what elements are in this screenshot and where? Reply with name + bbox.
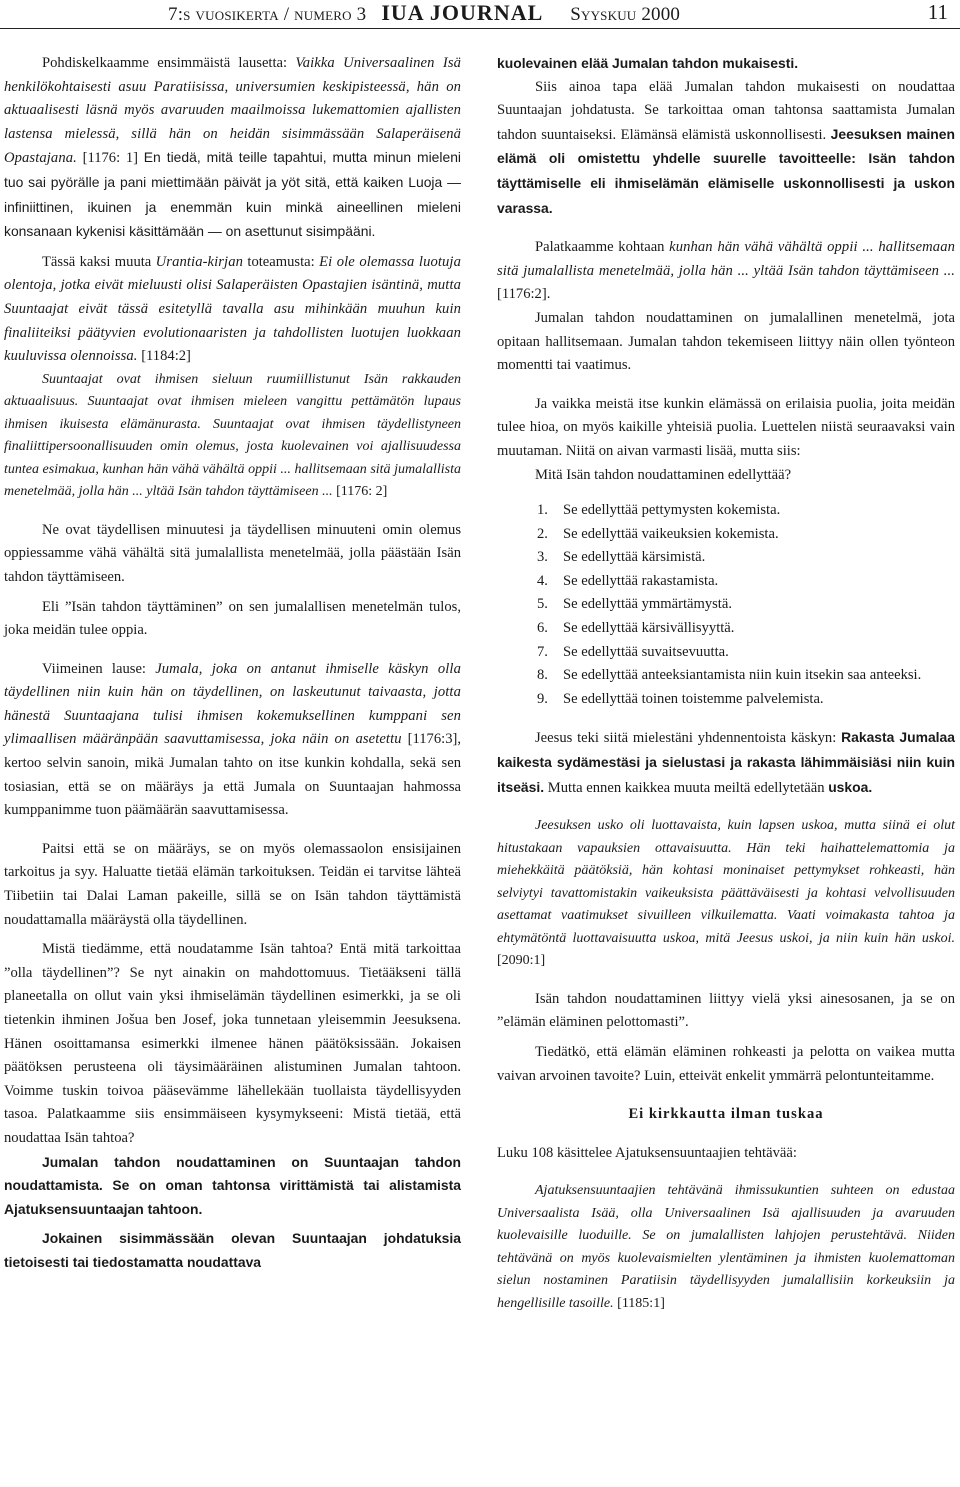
quote-paragraph (4, 369, 461, 504)
volume-issue: 7:s vuosikerta / numero 3 (168, 4, 367, 25)
list-number: 2. (537, 525, 548, 542)
quote-text: Ei ole olemassa luotuja olentoja, jotka eivät mieluusti olisi Salaperäisten Opastajien isäntinä, mutta Suuntaajat eivät tässä esitetyllä tavalla asu mihinkään muuhun kuin finaliiteiksi päätyvien evolutionaaristen ja tahdollisten luotujen luokkaan kuuluvissa olennoissa. (4, 253, 461, 365)
paragraph (4, 52, 461, 245)
list-text: Se edellyttää rakastamista. (563, 572, 719, 589)
text: Viimeinen lause: (42, 660, 156, 677)
list-number: 9. (537, 690, 548, 707)
list-text: Se edellyttää suvaitsevuutta. (563, 643, 729, 660)
text: [1176:3], kertoo selvin sanoin, mikä Jumalan tahto on itse kunkin kohdalla, sekä sen tosiasian, että se on määräys ja että Jumala on Suuntaajan hahmossa kumppanimme tuon päämäärän saavuttamisessa. (4, 731, 461, 819)
list-text: Se edellyttää ymmärtämystä. (563, 596, 732, 613)
text: Pohdiskelkaamme ensimmäistä lausetta: (42, 55, 296, 71)
list-text: Se edellyttää vaikeuksien kokemista. (563, 525, 779, 542)
quote-text: Ajatuksensuuntaajien tehtävänä ihmissukuntien suhteen on edustaa Universaalista Isää, olla Universaalinen Isä ajallisuuden ja avaruuden kuolevaisille luoduille. Se on jumalallisten lahjojen perustehtävä. Niiden tehtävänä on myös kuolevaismielten ylentäminen ja ihmisten kuolemattoman sielun nostaminen Paratiisin täydellisyyden jumalallisiin korkeuksiin ja hengellisille tasoille. (497, 1183, 955, 1311)
list-number: 3. (537, 549, 548, 566)
bold-text: Jeesuksen mainen elämä oli omistettu yhdelle suurelle tavoitteelle: Isän tahdon täyttämiselle eli ihmiselämän elämiselle uskonnollisesti ja uskon varassa. (497, 125, 955, 216)
reference: [1176:2]. (497, 286, 551, 303)
quote-text: kunhan hän vähä vähältä oppii ... hallitsemaan sitä jumalallista menetelmää, jolla hän ... yltää Isän tahdon täyttämiseen ... (497, 239, 955, 279)
header-rule (0, 28, 960, 29)
bold-text: Rakasta Jumalaa kaikesta sydämestäsi ja sielustasi ja rakasta lähimmäisiäsi niin kuin itseäsi. (497, 729, 955, 795)
paragraph (4, 658, 461, 823)
text: Tässä kaksi muuta (42, 253, 156, 270)
right-column (497, 52, 955, 1315)
list-number: 5. (537, 596, 548, 613)
paragraph (497, 236, 955, 307)
left-column (4, 52, 461, 1275)
list-text: Se edellyttää kärsimistä. (563, 549, 706, 566)
list-item (497, 593, 955, 617)
list-number: 4. (537, 572, 548, 589)
text: Siis ainoa tapa elää Jumalan tahdon mukaisesti on noudattaa Suuntaajan johdatusta. Se tarkoittaa oman tahtonsa saattamista Jumalan tahdon suuntaiseksi. Elämänsä elämistä uskonnollisesti. (497, 78, 955, 143)
quote-text: Jumala, joka on antanut ihmiselle käskyn olla täydellinen niin kuin hän on täydellinen, on laskeutunut taivaasta, jotta hänestä Suuntaajana tulisi ihmisen kokemuksellinen kumppani sen ylimaallisen määränpään saavuttamisessa, joka näin on asetettu (4, 660, 461, 748)
requirements-list (497, 499, 955, 711)
quote-paragraph (497, 815, 955, 973)
list-item (497, 688, 955, 712)
section-heading: Ei kirkkautta ilman tuskaa (628, 1106, 824, 1123)
paragraph (497, 76, 955, 222)
paragraph: Tiedätkö, että elämän eläminen rohkeasti ja pelotta on vaikea mutta vaivan arvoinen tavoite? Luin, etteivät enkelit ymmärrä pelontunteitamme. (497, 1043, 955, 1084)
list-text: Se edellyttää anteeksiantamista niin kuin itsekin saa anteeksi. (563, 667, 922, 684)
list-number: 1. (537, 502, 548, 519)
reference: [1176: 2] (332, 484, 388, 500)
paragraph: Jumalan tahdon noudattaminen on jumalallinen menetelmä, jota opitaan hallitsemaan. Jumalan tahdon tekemiseen liittyy näin ollen työnteon momentti tai vaatimus. (497, 309, 955, 374)
bold-paragraph: Jokainen sisimmässään olevan Suuntaajan johdatuksia tietoisesti tai tiedostamatta noudattava (4, 1230, 461, 1270)
list-item (497, 664, 955, 688)
list-text: Se edellyttää toinen toistemme palvelemista. (563, 690, 824, 707)
text: Mutta ennen kaikkea muuta meiltä edellytetään (544, 779, 829, 796)
text: Palatkaamme kohtaan (535, 239, 670, 256)
question: Mitä Isän tahdon noudattaminen edellyttää? (535, 466, 792, 483)
bold-paragraph: kuolevainen elää Jumalan tahdon mukaisesti. (497, 55, 799, 71)
paragraph: Isän tahdon noudattaminen liittyy vielä yksi ainesosanen, ja se on ”elämän eläminen pelottomasti”. (497, 990, 955, 1031)
list-item (497, 570, 955, 594)
list-item (497, 641, 955, 665)
text: Jeesus teki siitä mielestäni yhdennentoista käskyn: (535, 730, 842, 747)
header-left (168, 0, 680, 26)
issue-date: Syyskuu 2000 (570, 4, 681, 25)
paragraph (497, 726, 955, 800)
reference: [1185:1] (613, 1295, 665, 1311)
list-number: 7. (537, 643, 548, 660)
reference: [2090:1] (497, 953, 546, 969)
list-number: 6. (537, 620, 548, 637)
list-item (497, 499, 955, 523)
quote-paragraph (497, 1180, 955, 1315)
sans-text: En tiedä, mitä teille tapahtui, mutta minun mieleni tuo sai pyörälle ja pani miettimään päivät ja yöt sitä, että kaiken Luoja — infiniittinen, ikuinen ja enemmän kuin minkä aineellinen mieleni konsanaan kykenisi käsittämään — on asettunut sisimpääni. (4, 149, 462, 240)
reference: [1184:2] (137, 348, 191, 365)
paragraph: Eli ”Isän tahdon täyttäminen” on sen jumalallisen menetelmän tulos, joka meidän tulee oppia. (4, 598, 461, 639)
quote-text: Suuntaajat ovat ihmisen sieluun ruumiillistunut Isän rakkauden aktuaalisuus. Suuntaajat ovat ihmisen mieleen vangittu pettämätön lupaus ihmisen ikuisesta elämänurasta. Suuntaajat ovat ihmisen täydellistyneen finaliittipersoonallisuuden omin olemus, josta kuolevainen voi ajallisuudessa tuntea esimakua, kunhan hän vähä vähältä oppii ... hallitsemaan sitä jumalallista menetelmää, jolla hän ... yltää Isän tahdon täyttämiseen ... (4, 371, 461, 500)
text: toteamusta: (243, 253, 320, 270)
list-number: 8. (537, 667, 548, 684)
quote-text: Jeesuksen usko oli luottavaista, kuin lapsen uskoa, mutta siinä ei olut hitustakaan vapauksien ottavaisuutta. Hän teki haihattelemattomia ja miehekkäitä päätöksiä, hän kohtasi moninaiset pettymykset rohkeasti, hän selviytyi tavattomistakin vaikeuksista päättäväisesti ja kohtasi velvollisuuden asettamat vaatimukset sivuilleen vilkuilematta. Vaati voimakasta tahtoa ja ehtymätöntä luottavaisuutta uskoa, mitä Jeesus uskoi, ja niin kuin hän uskoi. (497, 818, 955, 946)
journal-title: IUA JOURNAL (381, 0, 544, 25)
list-item (497, 617, 955, 641)
list-item (497, 546, 955, 570)
book-title: Urantia-kirjan (155, 253, 244, 270)
page-number: 11 (927, 0, 948, 24)
list-text: Se edellyttää pettymysten kokemista. (563, 502, 781, 519)
paragraph: Mistä tiedämme, että noudatamme Isän tahtoa? Entä mitä tarkoittaa ”olla täydellinen”? Se nyt ainakin on mahdottomuus. Tietääkseni tällä planeetalla on ollut vain yksi ihmiselämän täydellinen esimerkki, ja se oli tietenkin ihminen Jošua ben Josef, joka tunnetaan yleisemmin Jeesuksena. Hänen osoittamansa esimerkki ilmenee hänen päätöksissään. Jokaisen päätöksen perusteena oli täysimääräinen alistuminen Jumalan tahtoon. Voimme tuskin toivoa pääsevämme lähellekään tuollaista täydellisyyden tasoa. Palatkaamme siis ensimmäiseen kysymykseeni: Mistä tietää, että noudattaa Isän tahtoa? (4, 941, 461, 1146)
paragraph: Luku 108 käsittelee Ajatuksensuuntaajien tehtävää: (497, 1144, 797, 1161)
paragraph: Paitsi että se on määräys, se on myös olemassaolon ensisijainen tarkoitus ja syy. Haluatte tietää elämän tarkoituksen. Teidän ei tarvitse lähteä Tiibetiin tai Dalai Laman pakeille, sillä se on Isän tahdon täyttämistä noudattamalla määräystä olla täydellinen. (4, 840, 461, 928)
bold-text: uskoa. (828, 778, 873, 795)
list-item (497, 523, 955, 547)
paragraph: Ja vaikka meistä itse kunkin elämässä on erilaisia puolia, joita meidän tulee hioa, on myös kaikille yhteisiä puolia. Luettelen niistä seuraavaksi vain muutaman. Niitä on aivan varmasti lisää, mutta siis: (497, 395, 955, 459)
paragraph: Ne ovat täydellisen minuutesi ja täydellisen minuuteni omin olemus oppiessamme vähä vähältä sitä jumalallista menetelmää, jolla päästään Isän tahdon täyttämiseen. (4, 521, 461, 585)
quote-text: Vaikka Universaalinen Isä henkilökohtaisesti asuu Paratiisissa, universumien keskipisteessä, hän on aktuaalisesti läsnä myös avaruuden maailmoissa lukemattomien ajallisten lastensa mielessä, sillä hän on heidän sisimmässään Salaperäisenä Opastajana. (4, 55, 462, 167)
paragraph (4, 251, 461, 369)
list-text: Se edellyttää kärsivällisyyttä. (563, 620, 735, 637)
reference: [1176: 1] (76, 150, 139, 167)
page-header (0, 0, 960, 30)
bold-paragraph: Jumalan tahdon noudattaminen on Suuntaajan tahdon noudattamista. Se on oman tahtonsa virittämistä tai alistamista Ajatuksensuuntaajan tahtoon. (4, 1153, 461, 1217)
